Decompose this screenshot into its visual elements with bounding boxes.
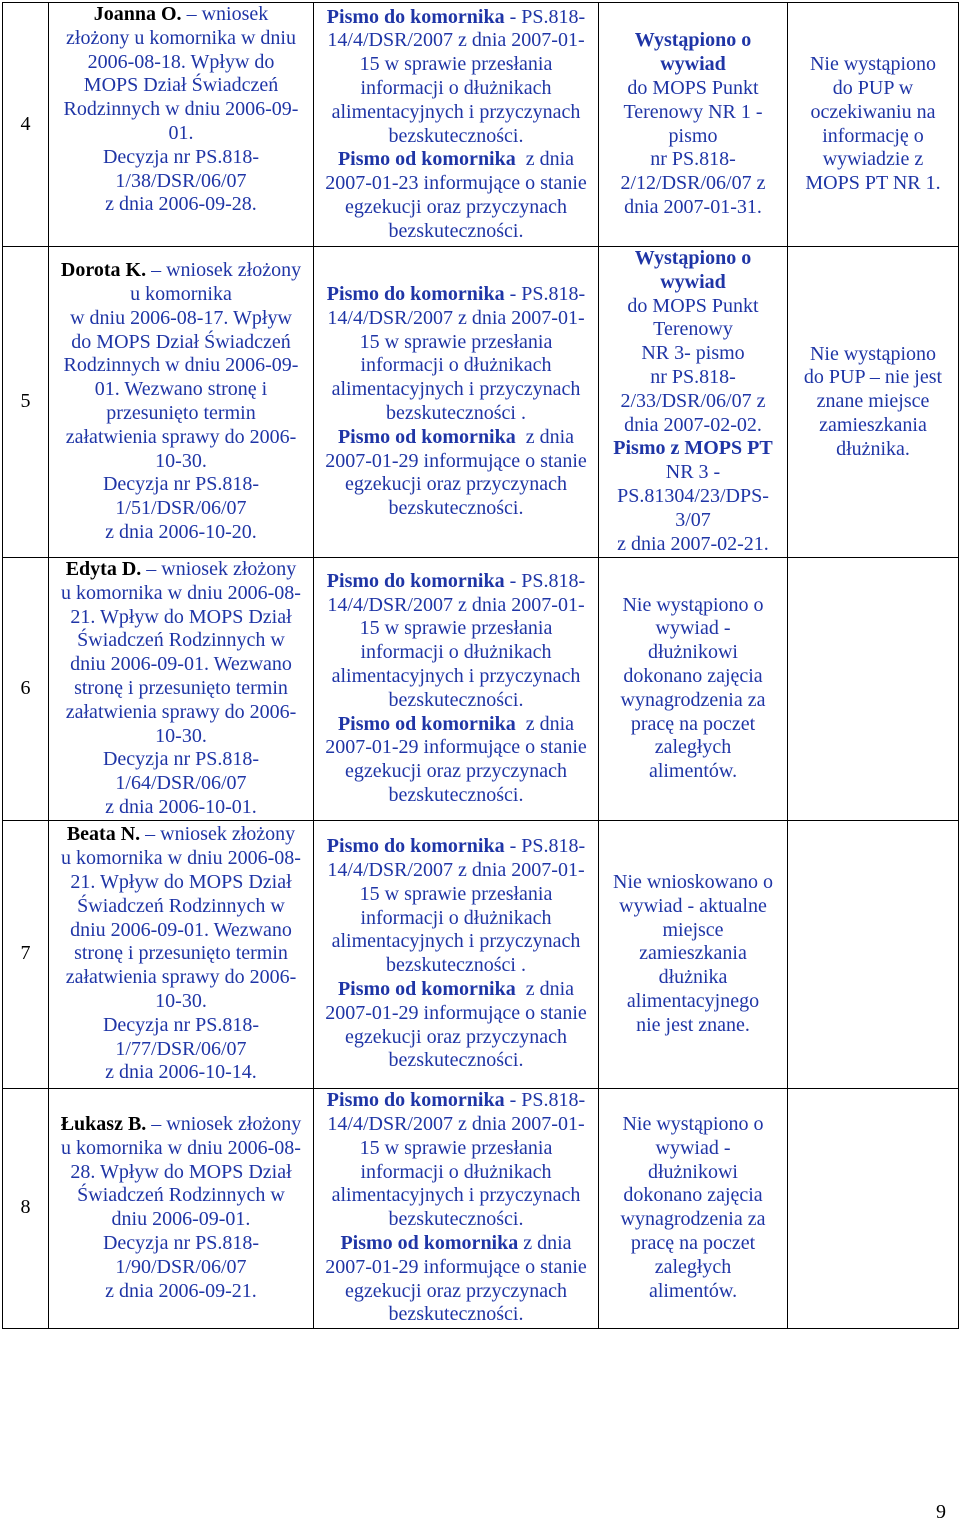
text-line: egzekucji oraz przyczynach: [344, 473, 568, 496]
text-line: 2/12/DSR/06/07 z: [620, 172, 766, 195]
person-name: Dorota K.: [60, 259, 147, 282]
text-segment: z dnia: [518, 1232, 572, 1255]
text-line: [314, 1232, 598, 1256]
text-line: z dnia 2006-10-20.: [105, 520, 257, 543]
text-line: 15 w sprawie przesłania: [359, 882, 553, 905]
text-line: Decyzja nr PS.818-: [102, 1232, 260, 1255]
case-description-cell: [49, 247, 314, 558]
text-line: [49, 3, 313, 27]
row-number: [3, 3, 49, 247]
text-line: 21. Wpływ do MOPS Dział: [70, 870, 292, 893]
text-line: Decyzja nr PS.818-: [102, 145, 260, 168]
text-line: 14/4/DSR/2007 z dnia 2007-01-: [327, 859, 585, 882]
text-line: wywiad - aktualne: [619, 894, 767, 917]
text-line: dokonano zajęcia: [623, 665, 763, 688]
text-segment: Pismo do komornika: [326, 5, 505, 28]
text-line: dłużnika: [658, 966, 728, 989]
text-line: 2007-01-23 informujące o stanie: [325, 172, 587, 195]
text-line: pracę na poczet: [630, 712, 756, 735]
mops-interview-cell: [599, 820, 788, 1088]
text-line: alimentacyjnych i przyczynach: [331, 665, 581, 688]
text-line: oczekiwaniu na: [810, 100, 936, 123]
text-line: [49, 259, 313, 283]
text-line: Nie wystąpiono o: [622, 593, 764, 616]
text-line: PS.81304/23/DPS-: [617, 484, 769, 507]
text-line: Rodzinnych w dniu 2006-09-: [63, 354, 299, 377]
text-line: informacji o dłużnikach: [360, 641, 552, 664]
text-line: NR 3- pismo: [641, 342, 745, 365]
text-line: wywiad -: [655, 1136, 731, 1159]
text-line: 10-30.: [155, 724, 207, 747]
text-segment: wywiad: [660, 53, 726, 76]
text-line: do MOPS Punkt: [627, 294, 759, 317]
text-line: [314, 570, 598, 594]
text-line: 15 w sprawie przesłania: [359, 53, 553, 76]
person-name: Beata N.: [66, 823, 141, 846]
text-line: 8: [20, 1196, 31, 1219]
text-segment: Pismo od komornika: [340, 1232, 519, 1255]
text-line: dłużnikowi: [648, 1160, 738, 1183]
text-line: z dnia 2006-10-14.: [105, 1061, 257, 1084]
text-line: [599, 53, 787, 77]
text-line: alimentacyjnych i przyczynach: [331, 930, 581, 953]
text-line: 15 w sprawie przesłania: [359, 617, 553, 640]
pup-cell: [788, 247, 959, 558]
text-line: informacji o dłużnikach: [360, 906, 552, 929]
text-line: Nie wnioskowano o: [613, 870, 773, 893]
text-line: do MOPS Punkt: [627, 76, 759, 99]
text-line: 5: [20, 390, 31, 413]
text-segment: wywiad: [660, 270, 726, 293]
text-segment: Pismo do komornika: [326, 283, 505, 306]
text-segment: - PS.818-: [504, 283, 586, 306]
text-segment: Pismo do komornika: [326, 569, 505, 592]
text-line: alimentacyjnego: [626, 989, 760, 1012]
text-line: Świadczeń Rodzinnych w: [77, 629, 285, 652]
text-line: 15 w sprawie przesłania: [359, 1136, 553, 1159]
text-line: wywiad -: [655, 617, 731, 640]
text-line: 3/07: [675, 508, 711, 531]
text-line: informacji o dłużnikach: [360, 76, 552, 99]
text-segment: – wniosek złożony: [140, 823, 296, 846]
table-row: [3, 558, 959, 821]
mops-interview-cell: [599, 247, 788, 558]
text-line: 2007-01-29 informujące o stanie: [325, 736, 587, 759]
text-line: alimentacyjnych i przyczynach: [331, 378, 581, 401]
text-segment: Pismo do komornika: [326, 1089, 505, 1112]
text-line: dniu 2006-09-01.: [111, 1208, 251, 1231]
text-line: [49, 1113, 313, 1137]
bailiff-correspondence-cell: [314, 247, 599, 558]
text-line: [49, 558, 313, 582]
text-line: alimentów.: [648, 760, 738, 783]
text-line: 1/77/DSR/06/07: [115, 1037, 247, 1060]
text-line: wynagrodzenia za: [620, 1208, 766, 1231]
text-segment: – wniosek złożony: [146, 259, 302, 282]
text-segment: - PS.818-: [504, 835, 586, 858]
text-line: u komornika w dniu 2006-08-: [61, 847, 301, 870]
text-line: 2006-08-18. Wpływ do: [87, 50, 275, 73]
text-line: dnia 2007-02-02.: [624, 413, 762, 436]
text-line: alimentów.: [648, 1279, 738, 1302]
pup-cell: [788, 3, 959, 247]
row-number: [3, 558, 49, 821]
pup-cell: [788, 1088, 959, 1328]
text-line: Świadczeń Rodzinnych w: [77, 1184, 285, 1207]
text-line: informację o: [822, 124, 924, 147]
text-segment: – wniosek złożony: [141, 558, 297, 580]
text-line: z dnia 2007-02-21.: [617, 532, 769, 555]
case-description-cell: [49, 1088, 314, 1328]
text-line: alimentacyjnych i przyczynach: [331, 1184, 581, 1207]
text-line: informacji o dłużnikach: [360, 1160, 552, 1183]
text-line: MOPS PT NR 1.: [805, 172, 941, 195]
text-segment: - PS.818-: [504, 569, 586, 592]
text-segment: Pismo od komornika: [337, 425, 516, 448]
mops-interview-cell: [599, 558, 788, 821]
text-segment: z dnia: [515, 425, 575, 448]
text-line: NR 3 -: [665, 461, 721, 484]
cases-table: [2, 2, 959, 1329]
text-line: 01. Wezwano stronę i: [94, 378, 268, 401]
text-line: 10-30.: [155, 989, 207, 1012]
table-row: [3, 247, 959, 558]
bailiff-correspondence-cell: [314, 1088, 599, 1328]
text-line: 7: [20, 942, 31, 965]
text-line: Decyzja nr PS.818-: [102, 1013, 260, 1036]
text-line: zaległych: [654, 736, 732, 759]
text-line: [314, 283, 598, 307]
text-line: wywiadzie z: [822, 148, 924, 171]
text-line: stronę i przesunięto termin: [74, 942, 288, 965]
table-row: [3, 1088, 959, 1328]
text-line: [314, 978, 598, 1002]
text-line: miejsce: [662, 918, 724, 941]
text-line: do PUP – nie jest: [803, 366, 943, 389]
text-line: 4: [20, 112, 31, 135]
text-line: dniu 2006-09-01. Wezwano: [70, 653, 292, 676]
text-line: 14/4/DSR/2007 z dnia 2007-01-: [327, 29, 585, 52]
text-line: 15 w sprawie przesłania: [359, 330, 553, 353]
text-line: nr PS.818-: [650, 148, 736, 171]
text-line: [314, 713, 598, 737]
person-name: Łukasz B.: [60, 1113, 147, 1136]
row-number: [3, 820, 49, 1088]
text-segment: Pismo od komornika: [337, 978, 516, 1001]
text-segment: – wniosek: [181, 3, 269, 25]
text-line: nie jest znane.: [636, 1013, 750, 1036]
text-line: bezskuteczności.: [388, 1208, 524, 1231]
text-line: 14/4/DSR/2007 z dnia 2007-01-: [327, 593, 585, 616]
text-line: stronę i przesunięto termin: [74, 676, 288, 699]
text-line: egzekucji oraz przyczynach: [344, 760, 568, 783]
text-line: informacji o dłużnikach: [360, 354, 552, 377]
text-line: [314, 6, 598, 30]
text-line: do MOPS Dział Świadczeń: [71, 330, 291, 353]
text-line: 1/64/DSR/06/07: [115, 772, 247, 795]
text-line: dnia 2007-01-31.: [624, 195, 762, 218]
person-name: Joanna O.: [93, 3, 182, 25]
pup-cell: [788, 558, 959, 821]
text-line: zaległych: [654, 1255, 732, 1278]
text-line: bezskuteczności.: [388, 1049, 524, 1072]
text-line: [599, 437, 787, 461]
person-name: Edyta D.: [65, 558, 142, 580]
text-line: bezskuteczności .: [386, 954, 526, 977]
text-line: 01.: [168, 121, 194, 144]
text-line: 2007-01-29 informujące o stanie: [325, 1255, 587, 1278]
text-line: znane miejsce: [816, 390, 930, 413]
text-line: dniu 2006-09-01. Wezwano: [70, 918, 292, 941]
text-line: Decyzja nr PS.818-: [102, 473, 260, 496]
row-number: [3, 1088, 49, 1328]
text-line: [599, 271, 787, 295]
text-segment: - PS.818-: [504, 1089, 586, 1112]
text-segment: – wniosek złożony: [146, 1113, 302, 1136]
text-line: [314, 426, 598, 450]
text-segment: Pismo od komornika: [337, 712, 516, 735]
text-line: bezskuteczności.: [388, 124, 524, 147]
pup-cell: [788, 820, 959, 1088]
bailiff-correspondence-cell: [314, 3, 599, 247]
text-line: Terenowy: [653, 318, 733, 341]
text-line: z dnia 2006-09-21.: [105, 1279, 257, 1302]
text-line: złożony u komornika w dniu: [66, 26, 296, 49]
text-segment: z dnia: [515, 712, 575, 735]
text-line: Nie wystąpiono o: [622, 1113, 764, 1136]
mops-interview-cell: [599, 3, 788, 247]
mops-interview-cell: [599, 1088, 788, 1328]
text-line: MOPS Dział Świadczeń: [83, 74, 279, 97]
row-number: [3, 247, 49, 558]
text-line: egzekucji oraz przyczynach: [344, 1025, 568, 1048]
text-line: załatwienia sprawy do 2006-: [65, 425, 297, 448]
text-line: w dniu 2006-08-17. Wpływ: [70, 306, 292, 329]
text-line: 14/4/DSR/2007 z dnia 2007-01-: [327, 1113, 585, 1136]
text-segment: Pismo do komornika: [326, 835, 505, 858]
text-line: do PUP w: [832, 76, 914, 99]
text-line: 28. Wpływ do MOPS Dział: [70, 1160, 292, 1183]
text-segment: Wystąpiono o: [634, 29, 752, 52]
text-line: egzekucji oraz przyczynach: [344, 195, 568, 218]
text-line: wynagrodzenia za: [620, 688, 766, 711]
bailiff-correspondence-cell: [314, 820, 599, 1088]
text-segment: z dnia: [515, 148, 575, 171]
text-line: u komornika w dniu 2006-08-: [61, 1136, 301, 1159]
text-line: zamieszkania: [819, 413, 927, 436]
text-line: 14/4/DSR/2007 z dnia 2007-01-: [327, 306, 585, 329]
text-line: załatwienia sprawy do 2006-: [65, 966, 297, 989]
text-line: [599, 247, 787, 271]
text-line: Terenowy NR 1 -: [623, 100, 763, 123]
text-line: 2007-01-29 informujące o stanie: [325, 1001, 587, 1024]
text-line: pracę na poczet: [630, 1232, 756, 1255]
text-line: [49, 823, 313, 847]
text-line: egzekucji oraz przyczynach: [344, 1279, 568, 1302]
text-line: załatwienia sprawy do 2006-: [65, 700, 297, 723]
text-line: [599, 29, 787, 53]
text-line: u komornika w dniu 2006-08-: [61, 581, 301, 604]
case-description-cell: [49, 820, 314, 1088]
text-line: Rodzinnych w dniu 2006-09-: [63, 98, 299, 121]
text-line: bezskuteczności.: [388, 784, 524, 807]
text-line: 1/38/DSR/06/07: [115, 169, 247, 192]
text-line: dłużnikowi: [648, 641, 738, 664]
text-line: u komornika: [130, 283, 232, 306]
text-line: nr PS.818-: [650, 365, 736, 388]
text-line: 10-30.: [155, 449, 207, 472]
text-segment: z dnia: [515, 978, 575, 1001]
text-line: bezskuteczności.: [388, 497, 524, 520]
text-line: 1/90/DSR/06/07: [115, 1255, 247, 1278]
text-line: dłużnika.: [836, 437, 910, 460]
text-segment: Wystąpiono o: [634, 247, 752, 269]
text-line: z dnia 2006-09-28.: [105, 193, 257, 216]
table-row: [3, 3, 959, 247]
text-line: bezskuteczności.: [388, 688, 524, 711]
text-line: Nie wystąpiono: [809, 342, 937, 365]
text-line: 6: [20, 676, 31, 699]
case-description-cell: [49, 3, 314, 247]
text-segment: Pismo z MOPS PT: [613, 437, 773, 460]
text-line: 2/33/DSR/06/07 z: [620, 389, 766, 412]
text-line: [314, 835, 598, 859]
text-line: 1/51/DSR/06/07: [115, 497, 247, 520]
text-line: przesunięto termin: [106, 402, 256, 424]
text-line: 2007-01-29 informujące o stanie: [325, 449, 587, 472]
text-line: dokonano zajęcia: [623, 1184, 763, 1207]
text-segment: Pismo od komornika: [337, 148, 516, 171]
text-line: pismo: [668, 124, 718, 147]
text-line: zamieszkania: [639, 942, 747, 965]
text-segment: - PS.818-: [504, 5, 586, 28]
text-line: 21. Wpływ do MOPS Dział: [70, 605, 292, 628]
text-line: Decyzja nr PS.818-: [102, 748, 260, 771]
text-line: bezskuteczności.: [388, 219, 524, 242]
case-description-cell: [49, 558, 314, 821]
text-line: [314, 1089, 598, 1113]
page-number: 9: [936, 1501, 946, 1523]
text-line: [314, 148, 598, 172]
text-line: z dnia 2006-10-01.: [105, 795, 257, 818]
text-line: bezskuteczności.: [388, 1303, 524, 1326]
text-line: Świadczeń Rodzinnych w: [77, 894, 285, 917]
text-line: Nie wystąpiono: [809, 53, 937, 76]
table-row: [3, 820, 959, 1088]
bailiff-correspondence-cell: [314, 558, 599, 821]
text-line: alimentacyjnych i przyczynach: [331, 100, 581, 123]
text-line: bezskuteczności .: [386, 402, 526, 424]
